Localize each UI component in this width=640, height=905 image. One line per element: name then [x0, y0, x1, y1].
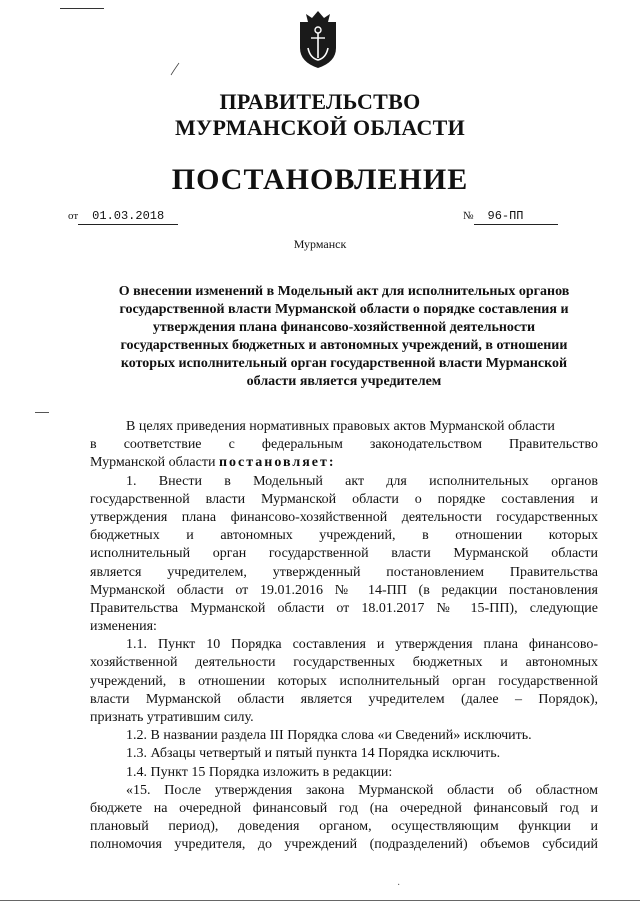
page-bottom-edge	[0, 900, 640, 901]
document-number	[463, 208, 558, 225]
body-line: Мурманской области от 19.01.2016 № 14-ПП (в редакции постановления	[90, 582, 598, 598]
document-title	[88, 283, 600, 391]
scan-speck: ·	[397, 880, 401, 891]
margin-mark	[35, 412, 49, 413]
city-name: Мурманск	[293, 237, 347, 251]
title-line: государственной власти Мурманской области о порядке составления и	[119, 302, 569, 317]
body-line: является учредителем, утвержденный постановлением Правительства	[90, 564, 598, 580]
body-line: 1.3. Абзацы четвертый и пятый пункта 14 Порядка исключить.	[126, 746, 501, 762]
body-line: в соответствие с федеральным законодательством Правительство	[90, 437, 598, 453]
organization-name-line2: МУРМАНСКОЙ ОБЛАСТИ	[174, 115, 466, 140]
body-line: Правительства Мурманской области от 18.01.2017 № 15-ПП), следующие	[90, 600, 598, 616]
body-line: бюджетных и автономных учреждений, в отношении которых	[90, 528, 598, 544]
body-line: 1.1. Пункт 10 Порядка составления и утверждения плана финансово-	[126, 637, 598, 653]
document-body	[90, 418, 598, 855]
body-line: 1.2. В названии раздела III Порядка слова «и Сведений» исключить.	[126, 728, 532, 744]
body-line: хозяйственной деятельности государственных бюджетных и автономных	[90, 655, 598, 671]
body-line: власти Мурманской области является учредителем (далее – Порядок),	[90, 691, 598, 707]
document-date	[68, 208, 178, 225]
title-line: которых исполнительный орган государственной власти Мурманской	[120, 356, 568, 371]
title-line: О внесении изменений в Модельный акт для исполнительных органов	[118, 284, 570, 299]
number-label: №	[463, 210, 474, 222]
body-line: 1. Внести в Модельный акт для исполнительных органов	[126, 473, 598, 489]
body-line: 1.4. Пункт 15 Порядка изложить в редакции:	[126, 764, 393, 780]
title-line: утверждения плана финансово-хозяйственной деятельности	[152, 320, 536, 335]
body-line: плановый период), доведения органом, осуществляющим функции и	[90, 819, 598, 835]
scan-mark	[60, 8, 104, 9]
body-line: полномочия учредителя, до учреждений (подразделений) объемов субсидий	[90, 837, 598, 853]
document-type-heading: ПОСТАНОВЛЕНИЕ	[171, 163, 469, 196]
body-line: признать утратившим силу.	[90, 710, 254, 725]
body-line: исполнительный орган государственной власти Мурманской области	[90, 546, 598, 562]
number-value: 96-ПП	[474, 208, 558, 225]
date-label: от	[68, 210, 79, 222]
coat-of-arms-icon	[294, 8, 342, 70]
body-line: В целях приведения нормативных правовых актов Мурманской области	[126, 419, 555, 434]
body-line: «15. После утверждения закона Мурманской области об областном	[126, 782, 598, 798]
body-text: Мурманской области	[90, 455, 219, 471]
title-line: области является учредителем	[246, 374, 442, 389]
decree-verb: постановляет:	[218, 455, 336, 471]
body-line: учреждений, в отношении которых исполнительный орган государственной	[90, 673, 598, 689]
organization-name-line1: ПРАВИТЕЛЬСТВО	[219, 89, 421, 114]
body-line	[90, 454, 598, 472]
body-line: государственной власти Мурманской области о порядке составления и	[90, 491, 598, 507]
date-value: 01.03.2018	[78, 208, 178, 225]
body-line: утверждения плана финансово-хозяйственной деятельности государственных	[90, 509, 598, 525]
title-line: государственных бюджетных и автономных учреждений, в отношении	[120, 338, 568, 353]
body-line: изменения:	[90, 619, 157, 635]
pen-stroke-mark	[170, 62, 180, 76]
body-line: бюджете на очередной финансовый год (на очередной финансовый год и	[90, 800, 598, 816]
